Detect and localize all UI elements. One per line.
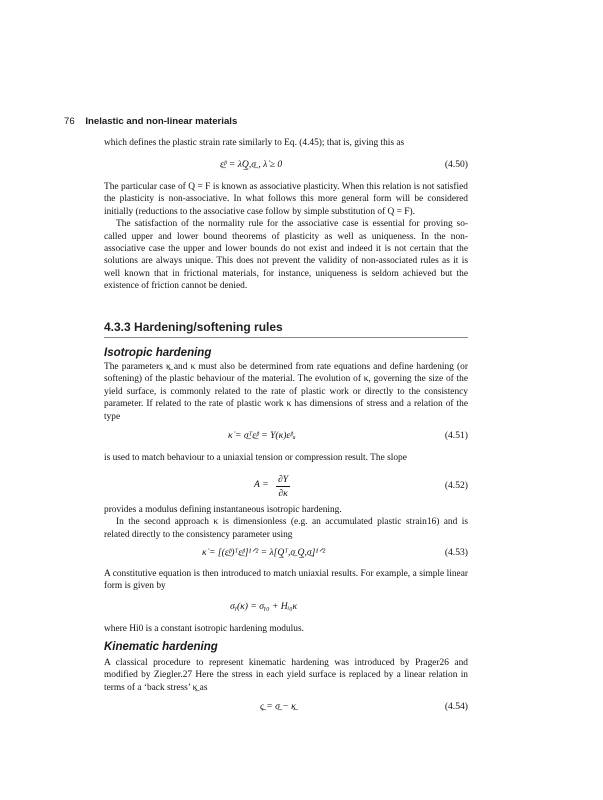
- isotropic-paragraph-2: is used to match behaviour to a uniaxial tension or compression result. The slope: [104, 453, 407, 463]
- isotropic-text-block: [104, 504, 468, 541]
- equation-number: (4.53): [444, 547, 468, 558]
- section-number: 4.3.3: [104, 320, 131, 334]
- equation-expression: ε̲̇ᵖ = λ̇Q̲,σ̲ , λ̇ ≥ 0: [220, 159, 283, 170]
- equation-4-54: [104, 701, 468, 715]
- kinematic-hardening-heading: Kinematic hardening: [104, 641, 218, 653]
- isotropic-paragraph-1: The parameters κ̲ and κ must also be determined from rate equations and define hardening (or softening) of the plastic behaviour of the material. The evolution of κ, governing the size of the yield surface, is commonly related to the rate of plastic work or directly to the consistency parameter. If related to the rate of plastic work κ has dimensions of stress and a relation of the type: [104, 362, 468, 422]
- equation-4-51: [104, 430, 468, 444]
- fraction-numerator: ∂Y: [278, 474, 289, 485]
- section-title: Hardening/softening rules: [134, 320, 283, 334]
- intro-paragraph: which defines the plastic strain rate similarly to Eq. (4.45); that is, giving this as: [104, 138, 405, 148]
- fraction-denominator: ∂κ: [278, 488, 288, 499]
- isotropic-hardening-heading: Isotropic hardening: [104, 347, 212, 359]
- page-number: 76: [64, 116, 75, 127]
- kinematic-paragraph-1: A classical procedure to represent kinematic hardening was introduced by Prager26 and modified by Ziegler.27 Here the stress in each yield surface is replaced by a linear relation in terms of a ‘back stress’ κ̲ as: [104, 658, 468, 693]
- paragraph-associative: The particular case of Q = F is known as associative plasticity. When this relation is not satisfied the plasticity is non-associative. In what follows this more general form will be considered initially (reductions to the associative case follow by simple substitution of Q = F).: [104, 182, 468, 217]
- equation-linear-hardening: [104, 601, 468, 615]
- running-header: [64, 116, 237, 127]
- isotropic-paragraph-6: where Hi0 is a constant isotropic hardening modulus.: [104, 624, 304, 634]
- equation-expression: σᵧ(κ) = σᵧ₀ + Hᵢ₀κ: [230, 601, 298, 612]
- equation-4-52: [104, 474, 468, 502]
- section-heading: [104, 320, 468, 338]
- equation-number: (4.54): [444, 701, 468, 712]
- equation-number: (4.50): [444, 159, 468, 170]
- fraction: [276, 474, 290, 499]
- paragraph-second-approach: In the second approach κ is dimensionless (e.g. an accumulated plastic strain16) and is related directly to the consistency parameter using: [104, 517, 468, 540]
- equation-expression: κ̇ = σ̲ᵀε̲̇ᵖ = Y(κ)ε̇ᵖᵤ: [228, 430, 296, 441]
- paragraph-isotropic-modulus: provides a modulus defining instantaneous isotropic hardening.: [104, 505, 342, 515]
- equation-expression: ς̲ = σ̲ − κ̲: [260, 701, 296, 712]
- body-text-block: [104, 181, 468, 293]
- equation-lhs: A =: [254, 479, 269, 490]
- running-title: Inelastic and non-linear materials: [85, 116, 238, 127]
- equation-expression: κ̇ = [(ε̲̇ᵖ)ᵀε̲̇ᵖ]¹ᐟ² = λ̇[Q̲ᵀ,σ̲ Q̲,σ̲]¹ᐟ²: [202, 547, 326, 558]
- equation-4-50: [104, 159, 468, 173]
- paragraph-normality: The satisfaction of the normality rule for the associative case is essential for proving so-called upper and lower bound theorems of plasticity as well as uniqueness. In the non-associative case the upper and lower bounds do not exist and indeed it is not certain that the solutions are always unique. This does not prevent the validity of non-associated rules as it is well known that in frictional materials, for instance, uniqueness is seldom achieved but the existence of friction cannot be denied.: [104, 219, 468, 292]
- equation-4-53: [104, 547, 468, 561]
- equation-number: (4.52): [444, 480, 468, 491]
- isotropic-paragraph-5: A constitutive equation is then introduced to match uniaxial results. For example, a simple linear form is given by: [104, 569, 468, 592]
- equation-number: (4.51): [444, 430, 468, 441]
